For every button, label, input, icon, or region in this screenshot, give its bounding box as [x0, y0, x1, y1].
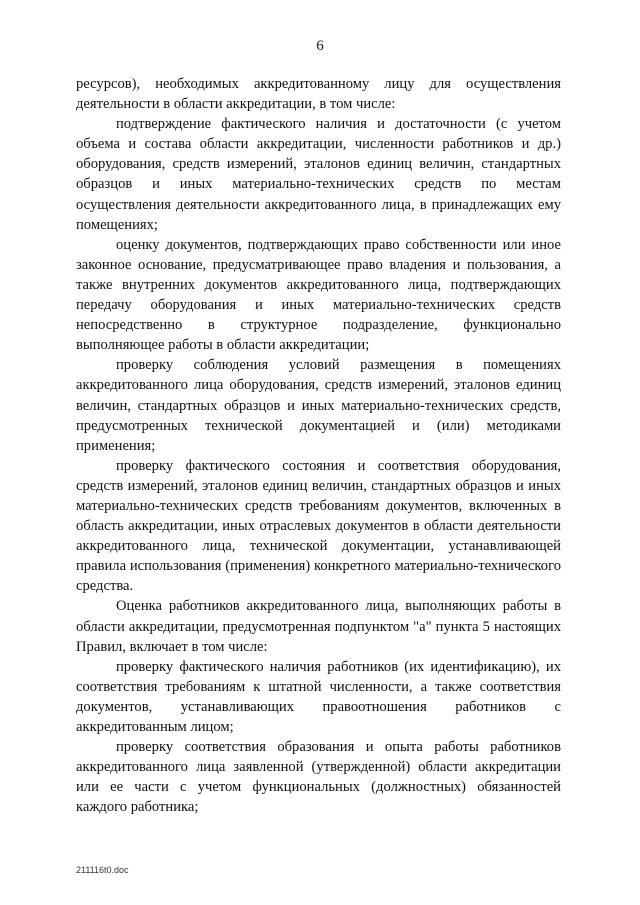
footer-file-code: 211116t0.doc — [76, 865, 129, 875]
paragraph-5: проверку фактического состояния и соответствия оборудования, средств измерений, эталонов единиц величин, стандартных образцов и иных материально-технических средств требованиям документов, включенных в область аккредитации, иных отраслевых документов в области деятельности аккредитованного лица, технической документации, устанавливающей правила использования (применения) конкретного материально-технического средства. — [76, 457, 561, 595]
paragraph-8: проверку соответствия образования и опыта работы работников аккредитованного лица заявленной (утвержденной) области аккредитации или ее части с учетом функциональных (должностных) обязанностей каждого работника; — [76, 739, 561, 816]
page-number: 6 — [316, 38, 324, 54]
document-body — [76, 74, 561, 817]
paragraph-7: проверку фактического наличия работников (их идентификацию), их соответствия требованиям к штатной численности, а также соответствия документов, устанавливающих правоотношения работников с аккредитованным лицом; — [76, 658, 561, 735]
paragraph-6: Оценка работников аккредитованного лица, выполняющих работы в области аккредитации, предусмотренная подпунктом "а" пункта 5 настоящих Правил, включает в том числе: — [76, 598, 561, 655]
paragraph-3: оценку документов, подтверждающих право собственности или иное законное основание, предусматривающее право владения и пользования, а также внутренних документов аккредитованного лица, подтверждающих передачу оборудования и иных материально-технических средств непосредственно в структурное подразделение, функционально выполняющее работы в области аккредитации; — [76, 236, 561, 354]
paragraph-1: ресурсов), необходимых аккредитованному лицу для осуществления деятельности в области аккредитации, в том числе: — [76, 76, 561, 113]
paragraph-2: подтверждение фактического наличия и достаточности (с учетом объема и состава области аккредитации, численности работников и др.) оборудования, средств измерений, эталонов единиц величин, стандартных образцов и иных материально-технических средств по местам осуществления деятельности аккредитованного лица, в принадлежащих ему помещениях; — [76, 116, 561, 233]
paragraph-4: проверку соблюдения условий размещения в помещениях аккредитованного лица оборудования, средств измерений, эталонов единиц величин, стандартных образцов и иных материально-технических средств, предусмотренных технической документацией и (или) методиками применения; — [76, 357, 561, 454]
